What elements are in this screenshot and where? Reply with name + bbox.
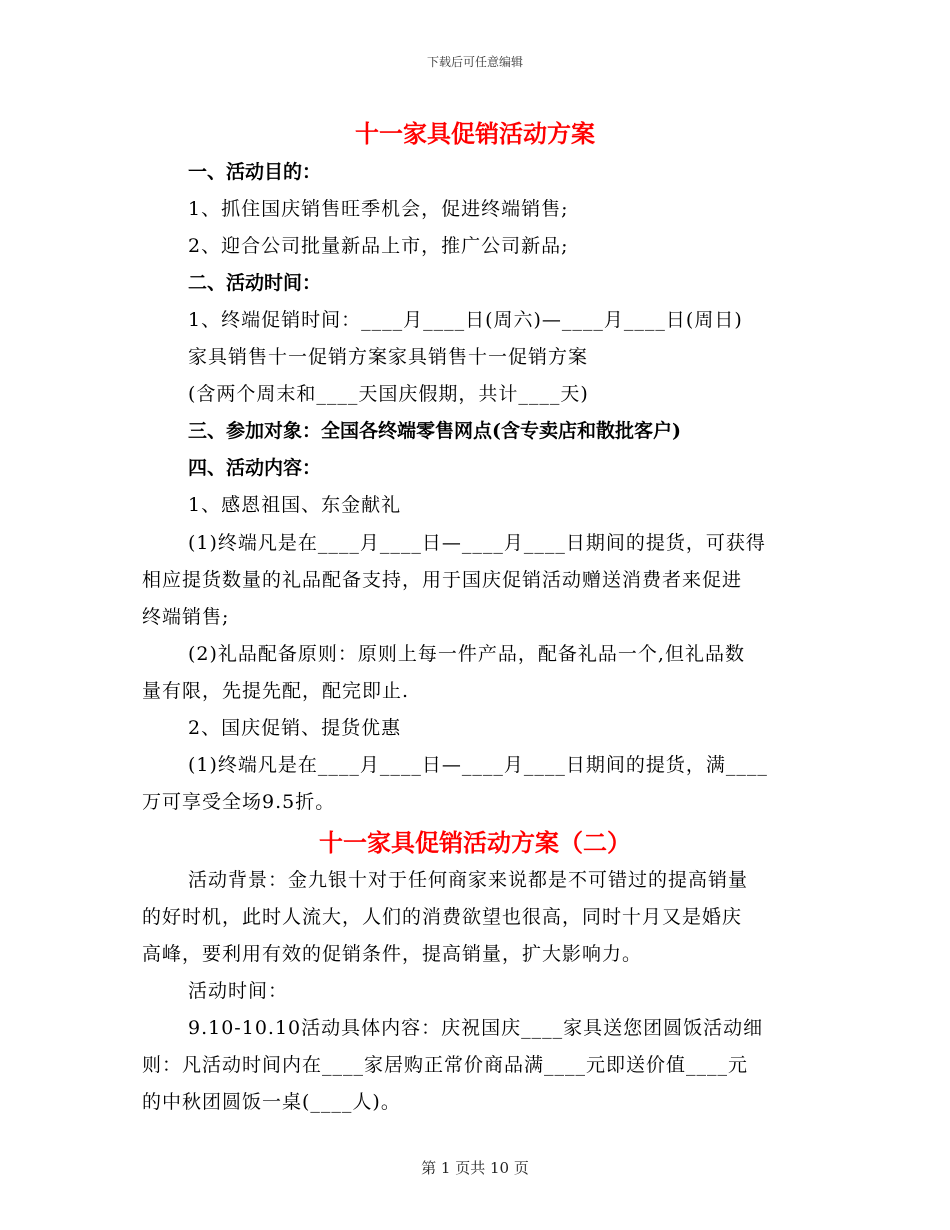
content-paragraph-2-line-1: (2)礼品配备原则：原则上每一件产品，配备礼品一个,但礼品数 xyxy=(188,643,745,665)
purpose-item-1: 1、抓住国庆销售旺季机会，促进终端销售; xyxy=(188,198,569,220)
activity-content-line-3: 的中秋团圆饭一桌(____人)。 xyxy=(142,1091,401,1113)
activity-time-label: 活动时间： xyxy=(188,980,289,1002)
content-paragraph-3-line-2: 万可享受全场9.5折。 xyxy=(142,791,336,813)
activity-content-line-2: 则：凡活动时间内在____家居购正常价商品满____元即送价值____元 xyxy=(142,1054,749,1076)
page-number-footer: 第 1 页共 10 页 xyxy=(421,1159,529,1177)
time-item-1: 1、终端促销时间：____月____日(周六)—____月____日(周日) xyxy=(188,309,743,331)
section-heading-purpose: 一、活动目的： xyxy=(188,161,322,183)
document-title: 十一家具促销活动方案 xyxy=(355,119,595,148)
time-item-2: 家具销售十一促销方案家具销售十一促销方案 xyxy=(188,346,589,368)
section-heading-time: 二、活动时间： xyxy=(188,272,322,294)
content-paragraph-1-line-1: (1)终端凡是在____月____日—____月____日期间的提货，可获得 xyxy=(188,532,766,554)
background-line-1: 活动背景：金九银十对于任何商家来说都是不可错过的提高销量 xyxy=(188,869,749,891)
header-note: 下载后可任意编辑 xyxy=(426,55,523,69)
background-line-3: 高峰，要利用有效的促销条件，提高销量，扩大影响力。 xyxy=(142,943,643,965)
content-subheading-1: 1、感恩祖国、东金献礼 xyxy=(188,494,402,516)
content-paragraph-3-line-1: (1)终端凡是在____月____日—____月____日期间的提货，满____ xyxy=(188,754,768,776)
content-subheading-2: 2、国庆促销、提货优惠 xyxy=(188,717,402,739)
content-paragraph-1-line-2: 相应提货数量的礼品配备支持，用于国庆促销活动赠送消费者来促进 xyxy=(142,569,743,591)
content-paragraph-2-line-2: 量有限，先提先配，配完即止. xyxy=(142,680,410,702)
section-heading-participants: 三、参加对象：全国各终端零售网点(含专卖店和散批客户) xyxy=(188,420,681,442)
content-paragraph-1-line-3: 终端销售; xyxy=(142,606,230,628)
document-title-2: 十一家具促销活动方案（二） xyxy=(319,828,631,857)
background-line-2: 的好时机，此时人流大，人们的消费欲望也很高，同时十月又是婚庆 xyxy=(142,906,743,928)
purpose-item-2: 2、迎合公司批量新品上市，推广公司新品; xyxy=(188,235,569,257)
section-heading-content: 四、活动内容： xyxy=(188,457,322,479)
activity-content-line-1: 9.10-10.10活动具体内容：庆祝国庆____家具送您团圆饭活动细 xyxy=(188,1017,764,1039)
time-item-3: (含两个周末和____天国庆假期，共计____天) xyxy=(188,383,589,405)
